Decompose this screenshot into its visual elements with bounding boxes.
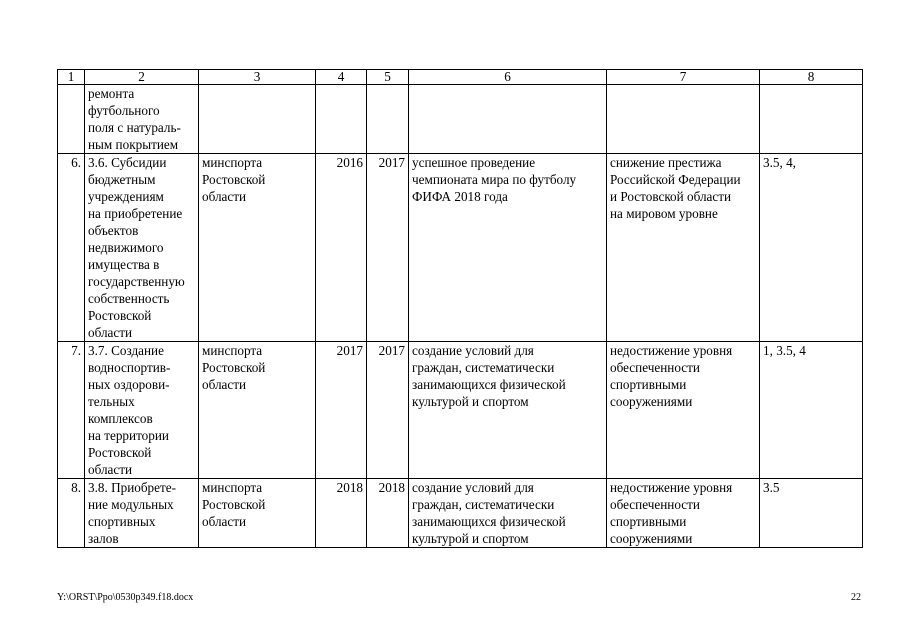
row-number: 8. — [58, 479, 85, 548]
header-cell: 3 — [199, 70, 316, 85]
executor-cell: минспорта Ростовской области — [199, 154, 316, 342]
link-cell — [760, 85, 863, 154]
header-cell: 2 — [85, 70, 199, 85]
link-cell: 1, 3.5, 4 — [760, 342, 863, 479]
row-number: 6. — [58, 154, 85, 342]
risk-cell — [607, 85, 760, 154]
end-year-cell: 2017 — [367, 342, 409, 479]
result-cell: создание условий для граждан, систематически занимающихся физической культурой и спортом — [409, 479, 607, 548]
result-cell — [409, 85, 607, 154]
start-year-cell: 2018 — [316, 479, 367, 548]
header-cell: 5 — [367, 70, 409, 85]
header-cell: 8 — [760, 70, 863, 85]
risk-cell: недостижение уровня обеспеченности спортивными сооружениями — [607, 479, 760, 548]
table-row — [58, 85, 863, 154]
row-number: 7. — [58, 342, 85, 479]
end-year-cell: 2017 — [367, 154, 409, 342]
table-row — [58, 342, 863, 479]
activity-cell: ремонта футбольного поля с натураль- ным покрытием — [85, 85, 199, 154]
start-year-cell — [316, 85, 367, 154]
program-table — [57, 69, 863, 548]
header-cell: 4 — [316, 70, 367, 85]
activity-cell: 3.6. Субсидии бюджетным учреждениям на приобретение объектов недвижимого имущества в государственную собственность Ростовской области — [85, 154, 199, 342]
end-year-cell: 2018 — [367, 479, 409, 548]
header-cell: 6 — [409, 70, 607, 85]
table-row — [58, 479, 863, 548]
table-row — [58, 154, 863, 342]
header-cell: 7 — [607, 70, 760, 85]
activity-cell: 3.7. Создание водноспортив- ных оздорови- тельных комплексов на территории Ростовской области — [85, 342, 199, 479]
result-cell: успешное проведение чемпионата мира по футболу ФИФА 2018 года — [409, 154, 607, 342]
footer-file-path: Y:\ORST\Ppo\0530p349.f18.docx — [57, 592, 194, 603]
start-year-cell: 2016 — [316, 154, 367, 342]
link-cell: 3.5 — [760, 479, 863, 548]
link-cell: 3.5, 4, — [760, 154, 863, 342]
page-number: 22 — [851, 592, 861, 603]
executor-cell — [199, 85, 316, 154]
header-cell: 1 — [58, 70, 85, 85]
executor-cell: минспорта Ростовской области — [199, 479, 316, 548]
end-year-cell — [367, 85, 409, 154]
risk-cell: недостижение уровня обеспеченности спортивными сооружениями — [607, 342, 760, 479]
row-number — [58, 85, 85, 154]
result-cell: создание условий для граждан, систематически занимающихся физической культурой и спортом — [409, 342, 607, 479]
header-row — [58, 70, 863, 85]
executor-cell: минспорта Ростовской области — [199, 342, 316, 479]
activity-cell: 3.8. Приобрете- ние модульных спортивных залов — [85, 479, 199, 548]
risk-cell: снижение престижа Российской Федерации и Ростовской области на мировом уровне — [607, 154, 760, 342]
start-year-cell: 2017 — [316, 342, 367, 479]
